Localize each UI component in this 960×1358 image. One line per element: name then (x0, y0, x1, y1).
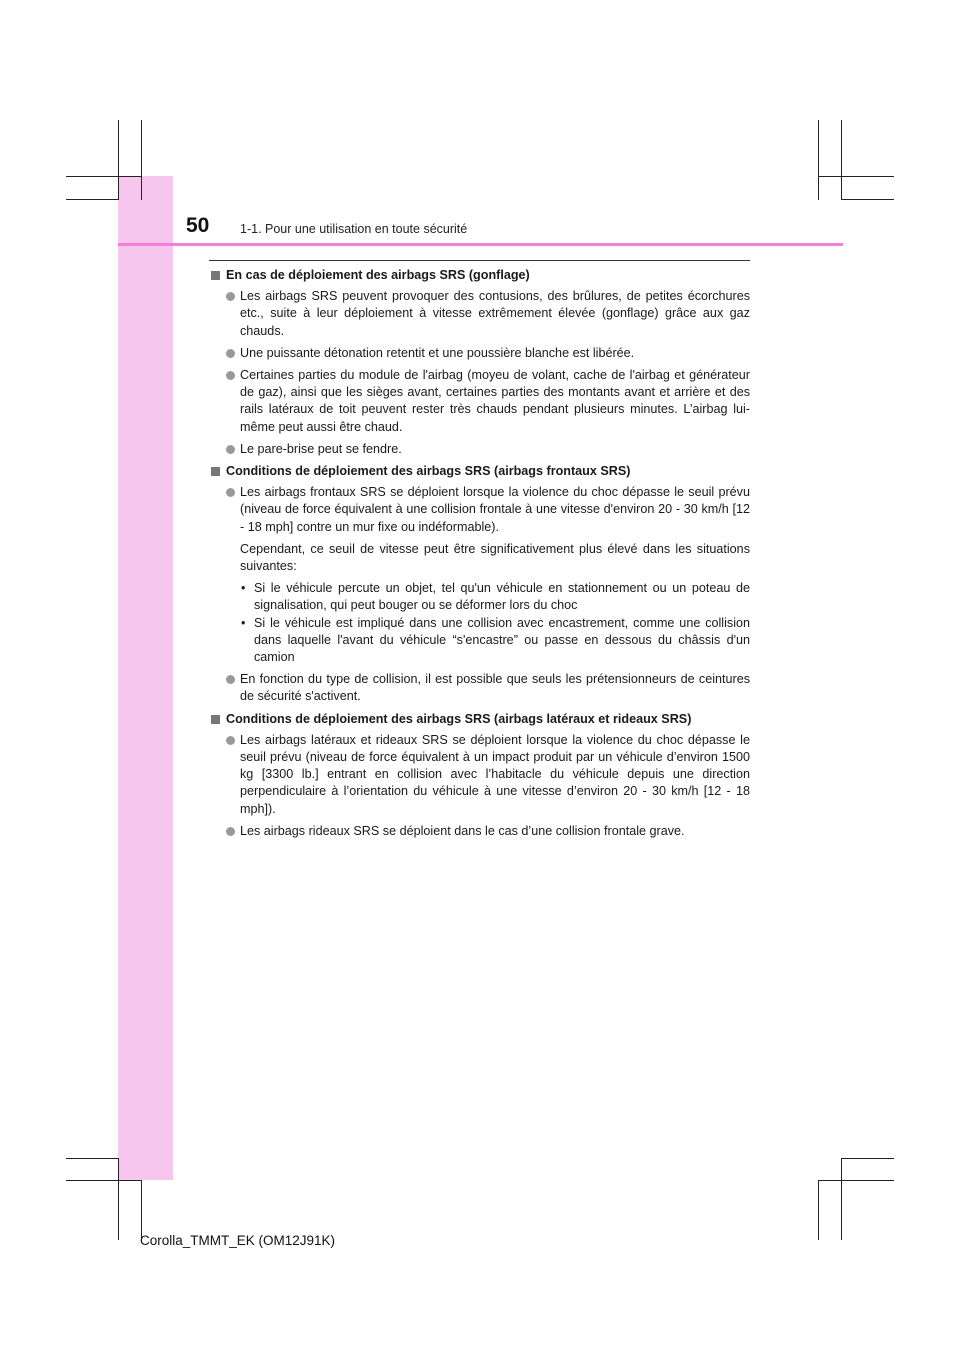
section-heading-text: Conditions de déploiement des airbags SRS (airbags latéraux et rideaux SRS) (226, 711, 692, 726)
section-heading (210, 463, 750, 480)
section-title: 1-1. Pour une utilisation en toute sécurité (240, 222, 468, 236)
round-bullet-icon (226, 292, 235, 301)
bullet-item (210, 732, 750, 818)
section-heading (210, 711, 750, 728)
bullet-text: Une puissante détonation retentit et une poussière blanche est libérée. (240, 345, 635, 360)
bullet-text: Certaines parties du module de l'airbag (moyeu de volant, cache de l'airbag et générateur de gaz), ainsi que les sièges avant, certaines parties des montants avant et arrière et des rails latéraux de toit peuvent rester très chauds pendant plusieurs minutes. L’airbag lui-même peut aussi être chaud. (240, 368, 750, 434)
round-bullet-icon (226, 371, 235, 380)
round-bullet-icon (226, 827, 235, 836)
bullet-text: Les airbags latéraux et rideaux SRS se déploient lorsque la violence du choc dépasse le seuil prévu (niveau de force équivalent à un impact produit par un véhicule d’environ 1500 kg [3300 lb.] entrant en collision avec l’habitacle du véhicule depuis une direction perpendiculaire à l’orientation du véhicule à une vitesse d’environ 20 - 30 km/h [12 - 18 mph]). (240, 732, 750, 816)
bullet-item (210, 484, 750, 536)
bullet-item (210, 671, 750, 705)
margin-strip (118, 176, 173, 1180)
page-content (210, 267, 750, 845)
bullet-text: Les airbags SRS peuvent provoquer des contusions, des brûlures, de petites écorchures etc., suite à leur déploiement à vitesse extrêmement élevée (gonflage) grâce aux gaz chauds. (240, 289, 750, 338)
content-rule (209, 260, 750, 261)
sub-item (210, 580, 750, 614)
sub-item-text: Si le véhicule percute un objet, tel qu'un véhicule en stationnement ou un poteau de signalisation, qui peut bouger ou se déformer lors du choc (254, 581, 750, 613)
square-bullet-icon (211, 467, 220, 476)
bullet-text: Les airbags frontaux SRS se déploient lorsque la violence du choc dépasse le seuil prévu (niveau de force équivalent à une collision frontale à une vitesse d'environ 20 - 30 km/h [12 - 18 mph] contre un mur fixe ou indéformable). (240, 485, 750, 534)
bullet-text: Le pare-brise peut se fendre. (240, 441, 402, 456)
paragraph: Cependant, ce seuil de vitesse peut être significativement plus élevé dans les situations suivantes: (240, 541, 750, 574)
round-bullet-icon (226, 736, 235, 745)
bullet-item (210, 288, 750, 340)
round-bullet-icon (226, 445, 235, 454)
sub-list (210, 580, 750, 666)
round-bullet-icon (226, 488, 235, 497)
bullet-item (210, 823, 750, 840)
bullet-text: Les airbags rideaux SRS se déploient dans le cas d’une collision frontale grave. (240, 823, 685, 838)
sub-item-mark: • (241, 615, 246, 630)
bullet-item (210, 441, 750, 458)
round-bullet-icon (226, 675, 235, 684)
document-code: Corolla_TMMT_EK (OM12J91K) (140, 1233, 336, 1248)
section-heading-text: En cas de déploiement des airbags SRS (gonflage) (226, 268, 530, 282)
sub-item-mark: • (241, 581, 246, 596)
sub-item-text: Si le véhicule est impliqué dans une collision avec encastrement, comme une collision dans laquelle l'avant du véhicule “s'encastre” ou passe en dessous du châssis d'un camion (254, 615, 750, 665)
bullet-text: En fonction du type de collision, il est possible que seuls les prétensionneurs de ceintures de sécurité s'activent. (240, 672, 750, 704)
square-bullet-icon (211, 271, 220, 280)
bullet-item (210, 367, 750, 436)
round-bullet-icon (226, 349, 235, 358)
section-heading-text: Conditions de déploiement des airbags SRS (airbags frontaux SRS) (226, 464, 631, 479)
section-heading (210, 267, 750, 284)
bullet-item (210, 345, 750, 362)
header-rule (118, 243, 843, 246)
square-bullet-icon (211, 715, 220, 724)
sub-item (210, 615, 750, 667)
page-number: 50 (186, 214, 210, 237)
